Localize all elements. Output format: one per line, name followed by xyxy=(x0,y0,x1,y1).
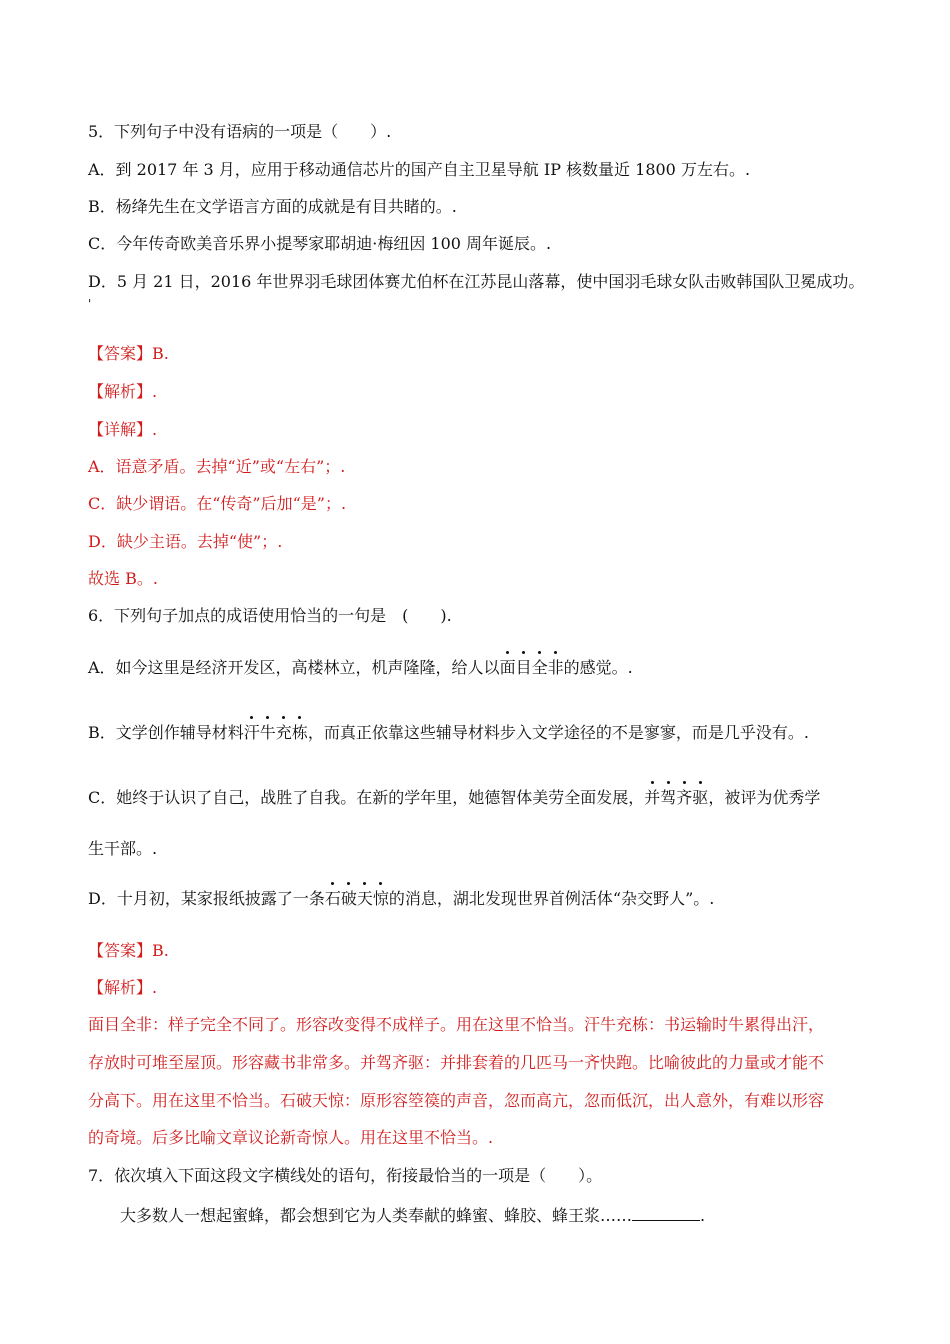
q7-stem: 7．依次填入下面这段文字横线处的语句，衔接最恰当的一项是（ ）。 xyxy=(88,1166,603,1185)
answer-value: B. xyxy=(152,344,169,363)
fill-in-blank xyxy=(632,1204,700,1221)
q6-a-post: 的感觉。. xyxy=(563,658,633,677)
q6-a-pre: A．如今这里是经济开发区，高楼林立，机声隆隆，给人以 xyxy=(88,658,500,677)
q5-stem: 5．下列句子中没有语病的一项是（ ）. xyxy=(88,122,392,141)
dotted-char: 并 xyxy=(644,788,661,807)
q6-explain-line: 分高下。用在这里不恰当。石破天惊：原形容箜篌的声音，忽而高亢，忽而低沉，出人意外，有难以形容 xyxy=(88,1091,825,1110)
dotted-char: 栋 xyxy=(291,723,308,742)
answer-label: 【答案】 xyxy=(88,344,153,363)
answer-value: B. xyxy=(152,941,169,960)
q5-detail-a: A．语意矛盾。去掉“近”或“左右”；. xyxy=(88,457,346,476)
q5-answer xyxy=(88,343,169,365)
q7-passage-end: . xyxy=(700,1206,706,1225)
dotted-char: 全 xyxy=(531,658,548,677)
q6-option-c xyxy=(88,787,820,809)
dotted-char: 牛 xyxy=(259,723,276,742)
q5-detail-d: D．缺少主语。去掉“使”；. xyxy=(88,532,283,551)
dotted-char: 齐 xyxy=(676,788,693,807)
dotted-char: 汗 xyxy=(243,723,260,742)
dotted-char: 石 xyxy=(324,889,341,908)
q5-option-c: C．今年传奇欧美音乐界小提琴家耶胡迪·梅纽因 100 周年诞辰。. xyxy=(88,234,552,253)
answer-label: 【答案】 xyxy=(88,941,153,960)
q6-explain-line: 的奇境。后多比喻文章议论新奇惊人。用在这里不恰当。. xyxy=(88,1128,494,1147)
q6-option-c-cont: 生干部。. xyxy=(88,839,158,858)
dotted-char: 非 xyxy=(547,658,564,677)
dotted-char: 驾 xyxy=(660,788,677,807)
q6-explain-line: 面目全非：样子完全不同了。形容改变得不成样子。用在这里不恰当。汗牛充栋：书运输时牛累得出汗， xyxy=(88,1015,825,1034)
q6-b-pre: B．文学创作辅导材料 xyxy=(88,723,244,742)
q5-detail-c: C．缺少谓语。在“传奇”后加“是”；. xyxy=(88,494,347,513)
q6-c-pre: C．她终于认识了自己，战胜了自我。在新的学年里，她德智体美劳全面发展， xyxy=(88,788,645,807)
dotted-char: 驱 xyxy=(692,788,709,807)
q6-answer xyxy=(88,940,169,962)
dotted-char: 面 xyxy=(499,658,516,677)
q5-option-d: D．5 月 21 日，2016 年世界羽毛球团体赛尤伯杯在江苏昆山落幕，使中国羽毛球女队击败韩国队卫冕成功。 xyxy=(88,272,865,291)
q5-detail-label: 【详解】. xyxy=(88,420,158,439)
q5-option-b: B．杨绛先生在文学语言方面的成就是有目共睹的。. xyxy=(88,197,457,216)
q6-b-post: ，而真正依靠这些辅导材料步入文学途径的不是寥寥，而是几乎没有。. xyxy=(307,723,809,742)
q7-passage xyxy=(120,1204,705,1227)
q6-option-b xyxy=(88,722,809,744)
dotted-char: 惊 xyxy=(372,889,389,908)
q5-option-d-mark: ' xyxy=(88,297,92,311)
q5-analysis-label: 【解析】. xyxy=(88,382,158,401)
q6-d-pre: D．十月初，某家报纸披露了一条 xyxy=(88,889,325,908)
dotted-char: 破 xyxy=(340,889,357,908)
q6-stem: 6．下列句子加点的成语使用恰当的一句是 ( ). xyxy=(88,606,452,625)
q5-option-a: A．到 2017 年 3 月，应用于移动通信芯片的国产自主卫星导航 IP 核数量近 1800 万左右。. xyxy=(88,160,751,179)
q6-option-a xyxy=(88,657,633,679)
q5-choose: 故选 B。. xyxy=(88,569,158,588)
dotted-char: 目 xyxy=(515,658,532,677)
q6-explain-line: 存放时可堆至屋顶。形容藏书非常多。并驾齐驱：并排套着的几匹马一齐快跑。比喻彼此的力量或才能不 xyxy=(88,1053,825,1072)
q6-option-d xyxy=(88,888,714,910)
dotted-char: 充 xyxy=(275,723,292,742)
q6-c-post: ，被评为优秀学 xyxy=(708,788,821,807)
q6-analysis-label: 【解析】. xyxy=(88,978,158,997)
q7-passage-text: 大多数人一想起蜜蜂，都会想到它为人类奉献的蜂蜜、蜂胶、蜂王浆…… xyxy=(120,1206,633,1225)
q6-d-post: 的消息，湖北发现世界首例活体“杂交野人”。. xyxy=(388,889,715,908)
dotted-char: 天 xyxy=(356,889,373,908)
